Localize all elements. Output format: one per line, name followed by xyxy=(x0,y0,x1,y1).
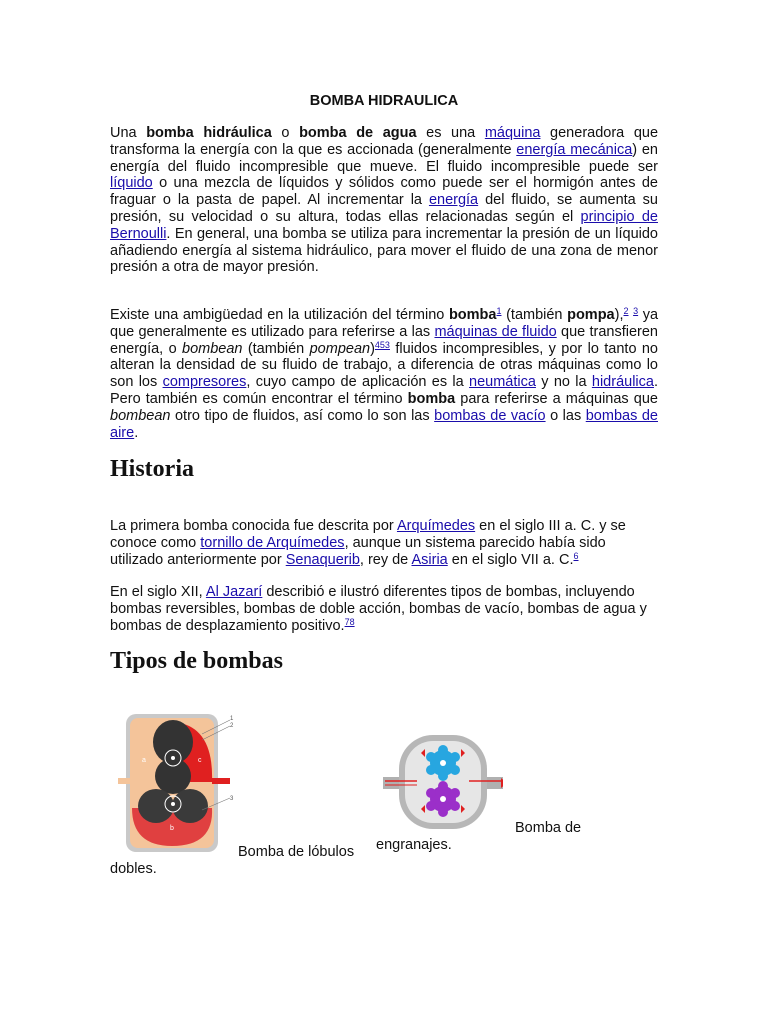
ref-78[interactable]: 78 xyxy=(344,616,355,627)
ref-453[interactable]: 453 xyxy=(374,339,390,350)
tipos-heading: Tipos de bombas xyxy=(110,648,283,674)
caption-bomba-de: Bomba de xyxy=(515,820,582,836)
link-neumatica[interactable]: neumática xyxy=(469,374,536,391)
ref-2[interactable]: 2 xyxy=(623,306,629,316)
historia-paragraph-2: En el siglo XII, Al Jazarí describió e ilustró diferentes tipos de bombas, incluyendo bombas reversibles, bombas de doble acción, bombas de vacío, bombas de agua y bombas de desplazamiento positivo.$^{78}$ xyxy=(110,584,647,634)
caption-dobles: dobles. xyxy=(110,861,157,877)
link-al-jazari[interactable]: Al Jazarí xyxy=(205,584,263,600)
link-bombas-vacio[interactable]: bombas de vacío xyxy=(434,407,546,424)
caption-lobulos: Bomba de lóbulos xyxy=(238,844,355,860)
callout-label: b xyxy=(170,825,174,832)
ref-6[interactable]: 6 xyxy=(573,550,579,561)
callout-label: 3 xyxy=(230,796,234,802)
page-title: BOMBA HIDRAULICA xyxy=(309,93,459,109)
link-maquina[interactable]: máquina xyxy=(484,125,541,141)
link-energia-mecanica[interactable]: energía mecánica xyxy=(516,141,633,158)
link-tornillo-arquimedes[interactable]: tornillo de Arquímedes xyxy=(200,534,345,551)
link-senaquerib[interactable]: Senaquerib xyxy=(285,551,360,568)
callout-label: c xyxy=(198,757,202,764)
historia-heading: Historia xyxy=(110,456,194,482)
ref-1[interactable]: 1 xyxy=(496,306,502,316)
link-energia[interactable]: energía xyxy=(428,192,479,209)
callout-label: 2 xyxy=(230,723,234,729)
intro-paragraph: Una bomba hidráulica o bomba de agua es una máquina generadora que transforma la energía con la que es accionada (generalmente energía mecánica) en energía del fluido incompresible que mueve. El fluido incompresible puede ser líquido o una mezcla de líquidos y sólidos como puede ser el hormigón antes de fraguar o la pasta de papel. Al incrementar la energía del fluido, se aumenta su presión, su velocidad o su altura, todas ellas relacionadas según el principio de Bernoulli. En general, una bomba se utiliza para incrementar la presión de un líquido añadiendo energía al sistema hidráulico, para mover el fluido de una zona de menor presión a otra de mayor presión. xyxy=(110,125,659,276)
link-principio-bernoulli[interactable]: principio de Bernoulli xyxy=(110,208,658,242)
ref-3[interactable]: 3 xyxy=(633,306,639,316)
callout-label: a xyxy=(142,757,146,764)
historia-paragraph-1: La primera bomba conocida fue descrita por Arquímedes en el siglo III a. C. y se conoce como tornillo de Arquímedes, aunque un sistema parecido había sido utilizado anteriormente por Senaquerib, rey de Asiria en el siglo VII a. C.$^6$ xyxy=(110,518,626,568)
ambiguity-paragraph: Existe una ambigüedad en la utilización del término bomba$^1$ (también pompa),$^2$ $^3$ ya que generalmente es utilizado para referirse a las máquinas de fluido que transfieren energía, o bombean (también pompean)$^{453}$ fluidos incompresibles, y por lo tanto no alteran la densidad de su fluido de trabajo, a diferencia de otras máquinas como lo son los compresores, cuyo campo de aplicación es la neumática y no la hidráulica. Pero también es común encontrar el término bomba para referirse a máquinas que bombean otro tipo de fluidos, así como lo son las bombas de vacío o las bombas de aire. xyxy=(110,306,659,441)
link-hidraulica[interactable]: hidráulica xyxy=(591,374,654,391)
caption-engranajes: engranajes. xyxy=(376,837,452,853)
link-liquido[interactable]: líquido xyxy=(110,175,153,192)
lobe-pump-image xyxy=(118,712,236,854)
gear-pump-image xyxy=(383,733,503,831)
link-asiria[interactable]: Asiria xyxy=(411,551,448,568)
link-compresores[interactable]: compresores xyxy=(162,374,247,391)
link-arquimedes[interactable]: Arquímedes xyxy=(396,518,476,534)
link-maquinas-fluido[interactable]: máquinas de fluido xyxy=(434,323,557,340)
link-bombas-aire[interactable]: bombas de aire xyxy=(110,407,658,441)
callout-label: 1 xyxy=(230,716,234,722)
